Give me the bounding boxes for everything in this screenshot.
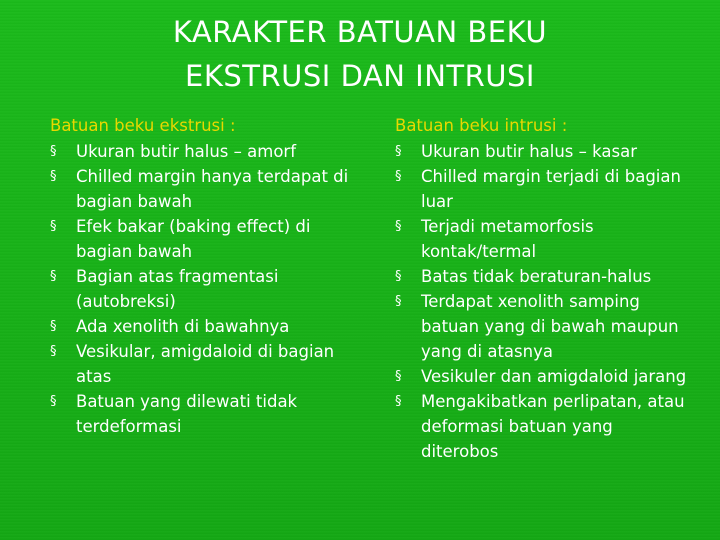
list-item-text: Batas tidak beraturan-halus xyxy=(421,267,652,286)
list-item-text: Ada xenolith di bawahnya xyxy=(76,317,290,336)
list-item xyxy=(50,389,350,439)
list-item-text: Bagian atas fragmentasi (autobreksi) xyxy=(76,267,279,311)
bullet-icon: § xyxy=(50,219,57,234)
bullet-icon: § xyxy=(395,294,402,309)
list-item xyxy=(395,289,695,364)
bullet-icon: § xyxy=(50,269,57,284)
bullet-icon: § xyxy=(395,219,402,234)
bullet-icon: § xyxy=(395,369,402,384)
list-item xyxy=(395,364,695,389)
bullet-icon: § xyxy=(395,144,402,159)
list-item xyxy=(50,139,350,164)
list-item-text: Mengakibatkan perlipatan, atau deformasi batuan yang diterobos xyxy=(421,392,685,461)
list-item xyxy=(395,214,695,264)
list-item-text: Vesikuler dan amigdaloid jarang xyxy=(421,367,687,386)
extrusive-heading: Batuan beku ekstrusi : xyxy=(50,116,236,135)
list-item xyxy=(395,139,695,164)
intrusive-column xyxy=(395,113,695,464)
list-item-text: Chilled margin terjadi di bagian luar xyxy=(421,167,681,211)
list-item-text: Terdapat xenolith samping batuan yang di bawah maupun yang di atasnya xyxy=(421,292,679,361)
bullet-icon: § xyxy=(395,269,402,284)
list-item-text: Vesikular, amigdaloid di bagian atas xyxy=(76,342,335,386)
list-item xyxy=(50,164,350,214)
list-item-text: Ukuran butir halus – kasar xyxy=(421,142,638,161)
extrusive-list xyxy=(50,139,350,439)
list-item-text: Chilled margin hanya terdapat di bagian bawah xyxy=(76,167,349,211)
bullet-icon: § xyxy=(50,344,57,359)
intrusive-heading: Batuan beku intrusi : xyxy=(395,116,568,135)
slide-title-line-2: EKSTRUSI DAN INTRUSI xyxy=(185,59,535,93)
bullet-icon: § xyxy=(50,319,57,334)
list-item-text: Batuan yang dilewati tidak terdeformasi xyxy=(76,392,298,436)
list-item xyxy=(50,214,350,264)
extrusive-column xyxy=(50,113,350,439)
list-item xyxy=(395,164,695,214)
bullet-icon: § xyxy=(50,394,57,409)
bullet-icon: § xyxy=(50,169,57,184)
slide-title-line-1: KARAKTER BATUAN BEKU xyxy=(172,15,548,49)
list-item-text: Ukuran butir halus – amorf xyxy=(76,142,297,161)
bullet-icon: § xyxy=(50,144,57,159)
bullet-icon: § xyxy=(395,169,402,184)
list-item-text: Efek bakar (baking effect) di bagian bawah xyxy=(76,217,311,261)
slide-title xyxy=(0,10,720,98)
list-item xyxy=(50,339,350,389)
list-item xyxy=(50,314,350,339)
list-item-text: Terjadi metamorfosis kontak/termal xyxy=(421,217,594,261)
list-item xyxy=(395,389,695,464)
bullet-icon: § xyxy=(395,394,402,409)
intrusive-list xyxy=(395,139,695,464)
list-item xyxy=(395,264,695,289)
list-item xyxy=(50,264,350,314)
